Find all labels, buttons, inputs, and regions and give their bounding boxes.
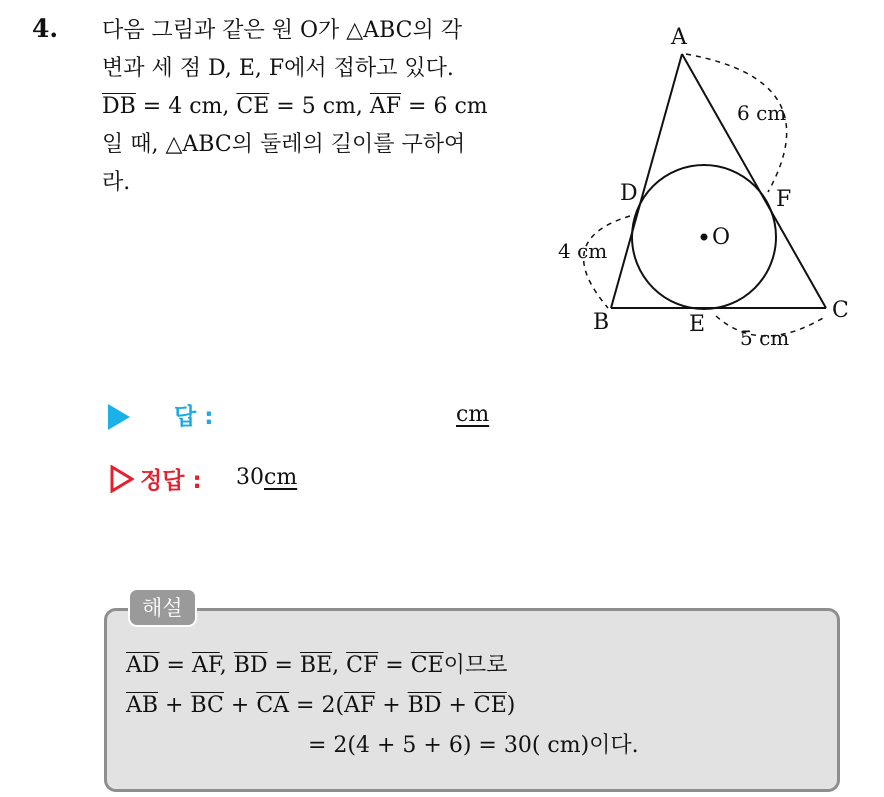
question-text [102, 12, 532, 202]
label-c: C [832, 298, 849, 323]
label-f: F [776, 187, 792, 212]
op: = [159, 653, 192, 678]
op: = [378, 653, 411, 678]
correct-answer-row [108, 462, 528, 502]
seg: $\overline{BD}$ [233, 653, 268, 678]
correct-value [236, 465, 297, 490]
op: = 2( [289, 693, 345, 718]
question-number: 4. [32, 14, 59, 43]
segment-ce: $\overline{CE}$ [236, 94, 270, 119]
question-line-3 [102, 88, 532, 126]
outline-triangle-icon [110, 465, 134, 493]
seg: $\overline{CE}$ [473, 693, 507, 718]
label-e: E [689, 312, 706, 337]
answer-row [108, 398, 528, 438]
question-line-1: 다음 그림과 같은 원 O가 △ABC의 각 [102, 18, 462, 43]
op: + [223, 693, 257, 718]
seg: $\overline{BD}$ [407, 693, 442, 718]
correct-label: 정답 : [140, 468, 202, 494]
center-dot [701, 234, 708, 241]
op: , [332, 653, 347, 678]
seg: $\overline{CE}$ [410, 653, 444, 678]
solution-line-1 [126, 646, 639, 686]
op: + [441, 693, 474, 718]
solution-tag: 해설 [128, 588, 197, 627]
seg: $\overline{AF}$ [191, 653, 220, 678]
label-a: A [671, 25, 687, 50]
correct-unit: cm [264, 465, 298, 490]
op: = [267, 653, 300, 678]
seg: $\overline{AB}$ [126, 693, 159, 718]
text-part: = 5 cm, [269, 94, 370, 119]
question-line-2: 변과 세 점 D, E, F에서 접하고 있다. [102, 56, 454, 81]
triangle-abc [611, 54, 826, 308]
seg: $\overline{BE}$ [299, 653, 333, 678]
length-ce: 5 cm [740, 326, 790, 350]
segment-db: $\overline{DB}$ [102, 94, 136, 119]
correct-number: 30 [236, 465, 264, 490]
seg: $\overline{CA}$ [256, 693, 290, 718]
play-triangle-icon [108, 404, 130, 430]
solution-text [126, 646, 639, 766]
solution-line-2 [126, 686, 639, 726]
seg: $\overline{AD}$ [126, 653, 160, 678]
solution-line-3: = 2(4 + 5 + 6) = 30( cm)이다. [308, 733, 639, 758]
op: , [219, 653, 234, 678]
label-b: B [593, 310, 610, 335]
op: 이므로 [443, 653, 508, 678]
label-d: D [620, 181, 638, 206]
length-db: 4 cm [558, 239, 608, 263]
seg: $\overline{BC}$ [190, 693, 224, 718]
text-part: = 4 cm, [135, 94, 237, 119]
answer-label: 답 : [174, 404, 214, 430]
length-af: 6 cm [737, 101, 787, 125]
op: + [158, 693, 191, 718]
op: + [375, 693, 408, 718]
answer-input[interactable]: cm [456, 402, 490, 427]
label-o: O [712, 225, 731, 250]
question-line-4: 일 때, △ABC의 둘레의 길이를 구하여 [102, 132, 466, 157]
op: ) [506, 693, 516, 718]
text-part: = 6 cm [401, 94, 488, 119]
seg: $\overline{AF}$ [344, 693, 376, 718]
question-line-5: 라. [102, 170, 131, 195]
seg: $\overline{CF}$ [346, 653, 379, 678]
triangle-incircle-figure [540, 20, 870, 360]
segment-af: $\overline{AF}$ [369, 94, 402, 119]
